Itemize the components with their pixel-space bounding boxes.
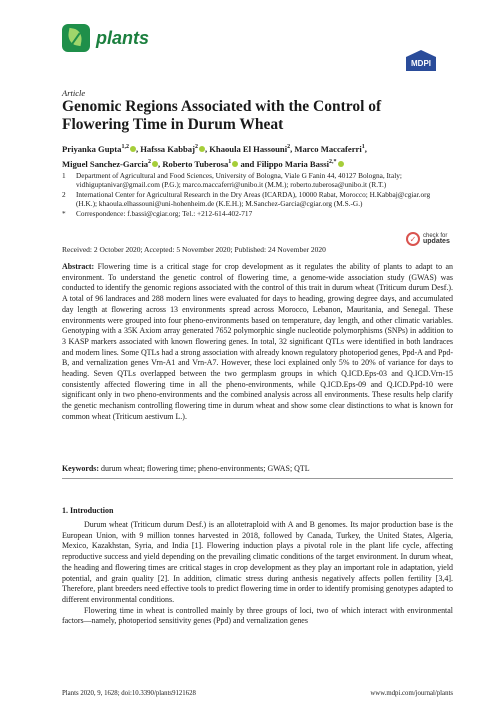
keywords-text: durum wheat; flowering time; pheno-environments; GWAS; QTL [101, 464, 310, 473]
affiliations [62, 171, 442, 218]
author-affiliation-mark: 1 [361, 144, 365, 150]
paragraph: Durum wheat (Triticum durum Desf.) is an allotetraploid with A and B genomes. Its major production base is the European Union, with 9 million tonnes harvested in 2018, followed by Canada, Turkey, the United States, Algeria, Mexico, Kazakhstan, Syria, and India [1]. Flowering induction plays a pivotal role in the plant life cycle, affecting reproductive success and yield depending on the prevailing climatic conditions of the target environment. In durum wheat, the heading and flowering times are critical stages in crop development as they play an important role in adaptation, yield potential, and grain quality [2]. In addition, climatic stress during anthesis negatively affects pollen fertility [3,4]. Therefore, plant breeders need effective tools to predict flowering time in order to identify promising genotypes adapted to different environmental conditions. [62, 520, 453, 604]
check-for-updates-badge[interactable] [406, 232, 450, 246]
paragraph: Flowering time in wheat is controlled mainly by three groups of loci, two of which interact with environmental factors—namely, photoperiod sensitivity genes (Ppd) and vernalization genes [62, 605, 453, 626]
abstract-label: Abstract: [62, 262, 95, 271]
author-name[interactable]: Miguel Sanchez-Garcia [62, 158, 149, 169]
author-separator: , [158, 158, 163, 169]
author-affiliation-mark: 2,* [329, 158, 337, 165]
author-list [62, 141, 452, 171]
author [256, 159, 343, 169]
author-name[interactable]: Hafssa Kabbaj [140, 143, 195, 154]
author [162, 159, 256, 169]
author-name[interactable]: Filippo Maria Bassi [256, 158, 330, 169]
author-name[interactable]: Marco Maccaferri [294, 143, 362, 154]
check-updates-icon: ✓ [406, 232, 420, 246]
orcid-icon[interactable] [338, 161, 344, 167]
footer-url[interactable]: www.mdpi.com/journal/plants [370, 690, 453, 697]
affiliation-text: Correspondence: f.bassi@cgiar.org; Tel.: +212-614-402-717 [76, 208, 253, 218]
check-updates-line1: check for [423, 232, 448, 239]
author-separator: , [290, 143, 295, 154]
author-separator: , [364, 143, 367, 154]
author-affiliation-mark: 1 [228, 158, 232, 165]
author [209, 144, 294, 154]
affiliation-text: International Center for Agricultural Research in the Dry Areas (ICARDA), 10000 Rabat, Morocco; H.Kabbaj@cgiar.org (H.K.); khaoula.elhassouni@uni-hohenheim.de (K.E.H.); M.Sanchez-Garcia@cgiar.org (M.S.-G.) [76, 189, 431, 209]
author-separator: , [135, 143, 141, 154]
author [294, 144, 367, 154]
article-title: Genomic Regions Associated with the Control of Flowering Time in Durum Wheat [62, 98, 382, 133]
affiliation-mark: 2 [62, 189, 66, 199]
article-type: Article [62, 88, 86, 98]
footer-citation: Plants 2020, 9, 1628; doi:10.3390/plants9121628 [62, 690, 196, 697]
affiliation-mark: 1 [62, 171, 66, 180]
journal-name: plants [96, 27, 150, 48]
mdpi-logo[interactable] [406, 50, 436, 71]
author-name[interactable]: Priyanka Gupta [62, 143, 122, 154]
author-name[interactable]: Roberto Tuberosa [162, 158, 229, 169]
affiliation-item [62, 171, 442, 190]
author-affiliation-mark: 2 [194, 144, 198, 150]
author-affiliation-mark: 2 [287, 144, 291, 150]
author-separator: , [204, 143, 210, 154]
author-affiliation-mark: 2 [148, 158, 152, 165]
affiliation-text: Department of Agricultural and Food Sciences, University of Bologna, Viale G Fanin 44, 40127 Bologna, Italy; vidhiguptanivar@gmail.com (P.G.); marco.maccaferri@unibo.it (M.M.); roberto.tuberosa@unibo.it (R.T.) [76, 171, 402, 190]
publication-dates: Received: 2 October 2020; Accepted: 5 November 2020; Published: 24 November 2020 [62, 245, 326, 254]
introduction-body [62, 520, 453, 627]
journal-logo[interactable] [62, 24, 149, 52]
author [62, 159, 162, 169]
abstract-text: Flowering time is a critical stage for crop development as it regulates the ability of plants to adapt to an environment. To understand the genetic control of flowering time, a genome-wide association study (GWAS) was conducted to identify the genomic regions associated with the control of this trait in durum wheat (Triticum durum Desf.). A total of 96 landraces and 288 modern lines were evaluated for days to heading, growing degree days, and accumulated day length at flowering across 13 environments spread across Morocco, Lebanon, Mauritania, and Senegal. These environments were grouped into four pheno-environments based on temperature, day length, and other climatic variables. Genotyping with a 35K Axiom array generated 7652 polymorphic single nucleotide polymorphisms (SNPs) in addition to 3 KASP markers associated with known flowering genes. In total, 32 significant QTLs were identified in both landraces and modern lines. Some QTLs had a strong association with already known regulatory photoperiod genes, Ppd-A and Ppd-B, and vernalization genes Vrn-A1 and Vrn-A7. However, these loci explained only 5% to 20% of variance for days to heading. Seven QTLs overlapped between the two germplasm groups in which Q.ICD.Eps-03 and Q.ICD.Vrn-15 consistently affected flowering time in all the pheno-environments, while Q.ICD.Eps-09 and Q.ICD.Ppd-10 were significant only in two pheno-environments and the combined analysis across all environments. These results help clarify the genetic mechanism controlling flowering time in durum wheat and show some clear distinctions to what is known for common wheat (Triticum aestivum L.). [62, 262, 453, 421]
affiliation-mark: * [62, 208, 66, 218]
author-name[interactable]: Khaoula El Hassouni [209, 143, 288, 154]
keywords-label: Keywords: [62, 464, 100, 473]
mdpi-logo-text: MDPI [406, 57, 436, 71]
section-heading: 1. Introduction [62, 506, 114, 515]
author-separator: and [238, 158, 257, 169]
author [62, 144, 140, 154]
plants-leaf-icon [62, 24, 90, 52]
mdpi-roof-icon [406, 50, 436, 57]
section-divider [62, 478, 453, 479]
affiliation-item [62, 209, 442, 218]
page-footer [62, 690, 453, 697]
author-affiliation-mark: 1,2 [121, 144, 129, 150]
author [140, 144, 209, 154]
affiliation-item [62, 190, 442, 209]
keywords [62, 464, 453, 475]
abstract [62, 262, 453, 423]
check-updates-line2: updates [423, 238, 450, 245]
